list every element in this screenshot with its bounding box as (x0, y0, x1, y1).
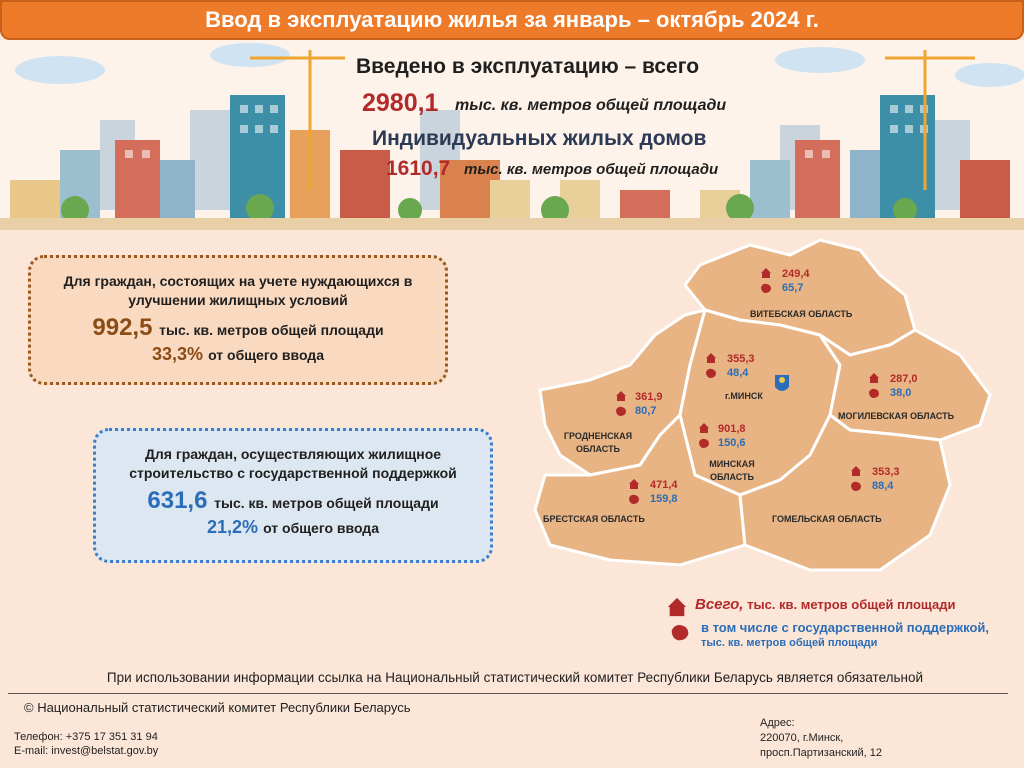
legend-total-rest: тыс. кв. метров общей площади (747, 597, 956, 612)
vitebsk-support: 65,7 (782, 282, 804, 294)
house-icon (628, 478, 640, 490)
needy-card-percent-suffix: от общего ввода (208, 347, 324, 363)
phone-number: Телефон: +375 17 351 31 94 (14, 731, 158, 743)
gomel-region-label: ГОМЕЛЬСКАЯ ОБЛАСТЬ (772, 514, 882, 524)
gomel-support: 88,4 (872, 480, 894, 492)
belarus-silhouette-icon (615, 405, 627, 417)
contact-info (14, 730, 158, 758)
belarus-silhouette-icon (698, 437, 710, 449)
individual-unit: тыс. кв. метров общей площади (464, 161, 719, 178)
belarus-silhouette-icon (850, 480, 862, 492)
total-value: 2980,1 (362, 89, 439, 117)
minsk-city-support: 48,4 (727, 367, 749, 379)
support-card-text: Для граждан, осуществляющих жилищное строительство с государственной поддержкой (129, 446, 457, 481)
minsk-city-values (705, 352, 775, 380)
gomel-total: 353,3 (872, 466, 900, 478)
grodno-region-values (615, 390, 685, 418)
vitebsk-region-values (760, 267, 830, 295)
needy-card-percent-row (41, 344, 435, 365)
email-address: E-mail: invest@belstat.gov.by (14, 745, 159, 757)
brest-total: 471,4 (650, 479, 678, 491)
needy-citizens-card (28, 255, 448, 385)
needy-card-value: 992,5 (92, 314, 153, 341)
house-icon (615, 390, 627, 402)
support-card-percent-row (106, 517, 480, 538)
grodno-total: 361,9 (635, 391, 663, 403)
belarus-silhouette-icon (868, 387, 880, 399)
house-icon (868, 372, 880, 384)
support-card-unit: тыс. кв. метров общей площади (214, 495, 439, 511)
belarus-silhouette-icon (705, 367, 717, 379)
mogilev-support: 38,0 (890, 387, 912, 399)
mogilev-region-label: МОГИЛЕВСКАЯ ОБЛАСТЬ (838, 411, 955, 421)
house-icon (705, 352, 717, 364)
total-label: Введено в эксплуатацию – всего (356, 55, 700, 78)
legend-total (695, 596, 956, 613)
address-line-2: просп.Партизанский, 12 (760, 747, 882, 759)
needy-card-value-row (41, 314, 435, 342)
grodno-region-label: ГРОДНЕНСКАЯ ОБЛАСТЬ (563, 431, 633, 454)
vitebsk-region-label: ВИТЕБСКАЯ ОБЛАСТЬ (750, 309, 853, 319)
address-line-1: 220070, г.Минск, (760, 732, 844, 744)
brest-region-label: БРЕСТСКАЯ ОБЛАСТЬ (543, 514, 645, 524)
legend-total-word: Всего, (695, 596, 744, 613)
total-unit: тыс. кв. метров общей площади (455, 97, 727, 114)
page-title: Ввод в эксплуатацию жилья за январь – октябрь 2024 г. (0, 0, 1024, 40)
individual-label: Индивидуальных жилых домов (372, 127, 707, 150)
minsk-region-support: 150,6 (718, 437, 746, 449)
minsk-coat-of-arms-icon (775, 375, 789, 391)
address-label: Адрес: (760, 717, 795, 729)
minsk-city-total: 355,3 (727, 353, 755, 365)
belarus-silhouette-icon (665, 622, 695, 642)
house-icon (760, 267, 772, 279)
minsk-city-label: г.МИНСК (725, 391, 763, 401)
support-card-percent-suffix: от общего ввода (263, 520, 379, 536)
brest-region-values (628, 478, 698, 506)
support-card-value-row (106, 487, 480, 515)
house-icon (850, 465, 862, 477)
citation-notice: При использовании информации ссылка на Национальный статистический комитет Республики Беларусь является обязательной (106, 670, 924, 685)
grodno-support: 80,7 (635, 405, 657, 417)
footer-divider (8, 693, 1008, 694)
belarus-silhouette-icon (628, 493, 640, 505)
support-card-value: 631,6 (147, 487, 208, 514)
house-icon (665, 596, 689, 618)
legend-support (701, 621, 991, 650)
belarus-silhouette-icon (760, 282, 772, 294)
state-support-card (93, 428, 493, 563)
copyright: © Национальный статистический комитет Республики Беларусь (24, 700, 411, 715)
needy-card-percent: 33,3% (152, 344, 204, 364)
gomel-region-values (850, 465, 920, 493)
legend-support-main: в том числе с государственной поддержкой, (701, 620, 990, 635)
vitebsk-total: 249,4 (782, 268, 810, 280)
mogilev-total: 287,0 (890, 373, 918, 385)
individual-value: 1610,7 (386, 157, 451, 180)
needy-card-unit: тыс. кв. метров общей площади (159, 322, 384, 338)
legend-support-rest: тыс. кв. метров общей площади (701, 637, 878, 649)
minsk-region-values (698, 422, 768, 450)
needy-card-text: Для граждан, состоящих на учете нуждающихся в улучшении жилищных условий (63, 273, 413, 308)
minsk-region-label: МИНСКАЯ ОБЛАСТЬ (709, 459, 755, 482)
mogilev-region-values (868, 372, 938, 400)
postal-address (760, 716, 882, 761)
support-card-percent: 21,2% (207, 517, 259, 537)
house-icon (698, 422, 710, 434)
minsk-region-total: 901,8 (718, 423, 746, 435)
brest-support: 159,8 (650, 493, 678, 505)
belarus-region-map (520, 225, 1010, 595)
